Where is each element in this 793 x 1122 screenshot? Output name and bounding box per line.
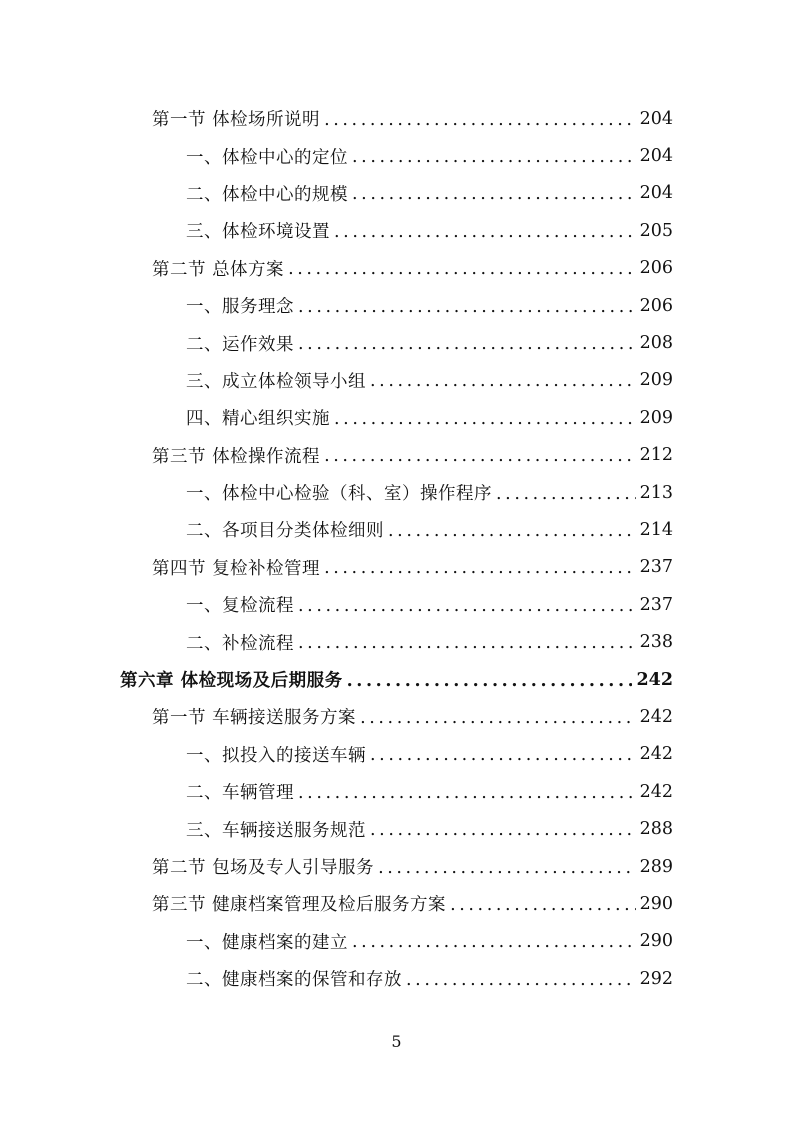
toc-entry-page: 209: [639, 407, 673, 428]
toc-entry-title: 二、车辆管理: [186, 783, 294, 804]
toc-dot-leader: [298, 596, 636, 616]
toc-entry-title: 一、复检流程: [186, 596, 294, 617]
toc-subsection-entry[interactable]: [0, 960, 673, 997]
toc-entry-page: 206: [639, 258, 673, 279]
toc-entry-page: 237: [639, 557, 673, 578]
toc-entry-page: 242: [639, 706, 673, 727]
toc-dot-leader: [324, 110, 636, 130]
toc-dot-leader: [352, 147, 636, 167]
toc-subsection-entry[interactable]: [0, 736, 673, 773]
toc-entry-page: 208: [639, 333, 673, 354]
table-of-contents: [0, 100, 793, 997]
page-number: 5: [391, 1032, 402, 1051]
toc-entry-title: 一、体检中心的定位: [186, 147, 348, 168]
toc-subsection-entry[interactable]: [0, 175, 673, 212]
toc-subsection-entry[interactable]: [0, 923, 673, 960]
toc-dot-leader: [406, 970, 636, 990]
toc-dot-leader: [324, 446, 636, 466]
toc-entry-page: 204: [639, 108, 673, 129]
toc-entry-page: 238: [639, 632, 673, 653]
toc-entry-title: 第六章 体检现场及后期服务: [120, 671, 343, 692]
toc-dot-leader: [352, 184, 636, 204]
toc-entry-title: 二、健康档案的保管和存放: [186, 970, 402, 991]
toc-entry-page: 214: [639, 519, 673, 540]
toc-entry-title: 二、运作效果: [186, 334, 294, 355]
toc-dot-leader: [388, 521, 636, 541]
toc-subsection-entry[interactable]: [0, 810, 673, 847]
toc-subsection-entry[interactable]: [0, 324, 673, 361]
toc-dot-leader: [288, 259, 636, 279]
toc-entry-page: 290: [639, 893, 673, 914]
toc-entry-title: 三、车辆接送服务规范: [186, 820, 366, 841]
toc-entry-title: 一、服务理念: [186, 297, 294, 318]
toc-entry-title: 二、补检流程: [186, 633, 294, 654]
toc-chapter-entry[interactable]: [0, 661, 673, 698]
toc-entry-title: 三、体检环境设置: [186, 222, 330, 243]
toc-entry-title: 二、体检中心的规模: [186, 184, 348, 205]
toc-section-entry[interactable]: [0, 698, 673, 735]
toc-dot-leader: [370, 745, 636, 765]
toc-entry-title: 第三节 体检操作流程: [152, 446, 321, 467]
toc-dot-leader: [298, 783, 636, 803]
toc-entry-title: 三、成立体检领导小组: [186, 371, 366, 392]
toc-subsection-entry[interactable]: [0, 474, 673, 511]
toc-entry-title: 第二节 包场及专人引导服务: [152, 858, 375, 878]
toc-subsection-entry[interactable]: [0, 137, 673, 174]
toc-dot-leader: [324, 558, 636, 578]
toc-entry-page: 204: [639, 183, 673, 204]
toc-subsection-entry[interactable]: [0, 511, 673, 548]
toc-dot-leader: [347, 671, 633, 691]
toc-entry-page: 205: [639, 220, 673, 241]
toc-subsection-entry[interactable]: [0, 623, 673, 660]
toc-subsection-entry[interactable]: [0, 399, 673, 436]
toc-dot-leader: [298, 297, 636, 317]
toc-entry-page: 292: [639, 968, 673, 989]
toc-entry-page: 237: [639, 594, 673, 615]
toc-dot-leader: [334, 222, 636, 242]
toc-entry-page: 242: [636, 669, 673, 690]
toc-subsection-entry[interactable]: [0, 287, 673, 324]
toc-dot-leader: [360, 708, 636, 728]
toc-subsection-entry[interactable]: [0, 362, 673, 399]
toc-entry-page: 213: [639, 482, 673, 503]
toc-entry-title: 一、健康档案的建立: [186, 932, 348, 953]
toc-entry-title: 第三节 健康档案管理及检后服务方案: [152, 895, 447, 916]
toc-section-entry[interactable]: [0, 549, 673, 586]
toc-dot-leader: [352, 932, 636, 952]
toc-entry-page: 242: [639, 781, 673, 802]
toc-section-entry[interactable]: [0, 100, 673, 137]
toc-dot-leader: [450, 895, 636, 915]
toc-section-entry[interactable]: [0, 885, 673, 922]
toc-entry-page: 212: [639, 445, 673, 466]
toc-entry-page: 290: [639, 931, 673, 952]
toc-entry-page: 209: [639, 370, 673, 391]
toc-entry-title: 一、拟投入的接送车辆: [186, 745, 366, 766]
toc-subsection-entry[interactable]: [0, 773, 673, 810]
toc-entry-title: 四、精心组织实施: [186, 409, 330, 430]
toc-dot-leader: [378, 858, 636, 878]
toc-entry-title: 第一节 体检场所说明: [152, 110, 321, 131]
toc-dot-leader: [370, 371, 636, 391]
toc-entry-title: 第四节 复检补检管理: [152, 558, 321, 579]
toc-dot-leader: [298, 334, 636, 354]
toc-dot-leader: [496, 484, 636, 504]
toc-dot-leader: [370, 820, 636, 840]
toc-entry-title: 第二节 总体方案: [152, 259, 285, 280]
toc-entry-title: 第一节 车辆接送服务方案: [152, 708, 357, 729]
toc-section-entry[interactable]: [0, 437, 673, 474]
toc-dot-leader: [298, 633, 636, 653]
toc-entry-page: 242: [639, 744, 673, 765]
toc-entry-page: 289: [639, 856, 673, 877]
toc-section-entry[interactable]: [0, 250, 673, 287]
toc-entry-title: 一、体检中心检验（科、室）操作程序: [186, 484, 492, 505]
toc-entry-page: 206: [639, 295, 673, 316]
toc-entry-page: 288: [639, 819, 673, 840]
toc-subsection-entry[interactable]: [0, 586, 673, 623]
toc-entry-title: 二、各项目分类体检细则: [186, 521, 384, 542]
toc-section-entry[interactable]: [0, 848, 673, 885]
toc-dot-leader: [334, 409, 636, 429]
toc-entry-page: 204: [639, 146, 673, 167]
toc-subsection-entry[interactable]: [0, 212, 673, 249]
